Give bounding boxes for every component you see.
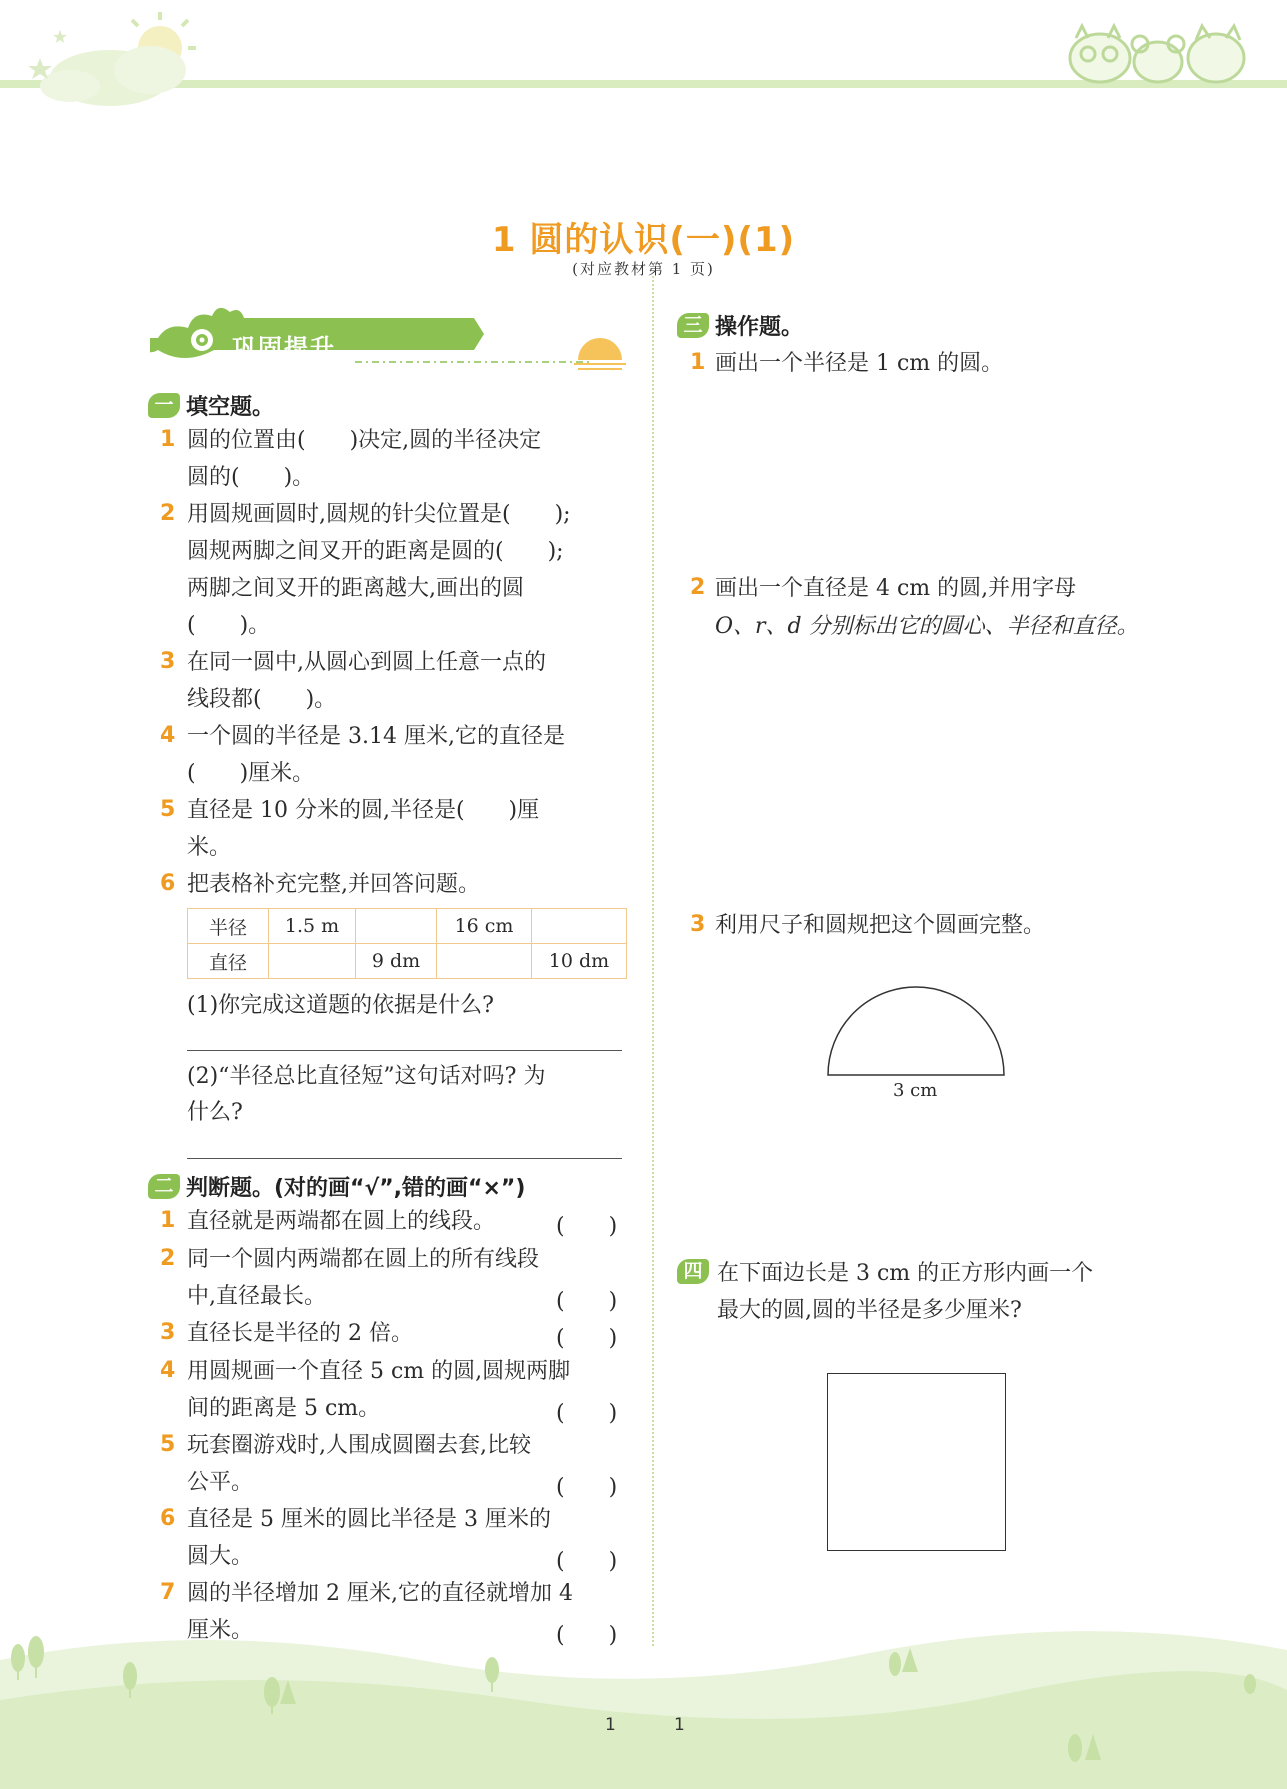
section-2-title: 判断题。(对的画“√”,错的画“×”)	[186, 1176, 526, 1201]
judge-q6-number: 6	[160, 1506, 176, 1531]
judge-q4-answer[interactable]: ( )	[556, 1401, 618, 1426]
ops-q3-line1: 利用尺子和圆规把这个圆画完整。	[715, 913, 1046, 938]
judge-q3-line1: 直径长是半径的 2 倍。	[187, 1321, 413, 1346]
table-cell[interactable]	[532, 909, 627, 944]
fill-q6-sub2-line1: (2)“半径总比直径短”这句话对吗? 为	[187, 1064, 546, 1089]
fill-q4-line1: 一个圆的半径是 3.14 厘米,它的直径是	[187, 724, 565, 749]
animal-characters-icon	[1070, 26, 1244, 82]
square-figure[interactable]	[827, 1373, 1006, 1551]
section-3-title: 操作题。	[715, 315, 804, 340]
judge-q5-line2: 公平。	[187, 1470, 254, 1495]
fill-q6-sub1: (1)你完成这道题的依据是什么?	[187, 993, 494, 1018]
fill-q6-number: 6	[160, 871, 176, 896]
page-number-left: 1	[605, 1715, 616, 1735]
page-title: 1 圆的认识(一)(1)	[491, 220, 796, 260]
judge-q2-line1: 同一个圆内两端都在圆上的所有线段	[187, 1247, 540, 1272]
fill-q2-line3: 两脚之间叉开的距离越大,画出的圆	[187, 576, 524, 601]
table-cell: 9 dm	[356, 944, 437, 979]
fill-q5-line1: 直径是 10 分米的圆,半径是( )厘	[187, 798, 540, 823]
section-1-badge: 一	[148, 393, 180, 418]
ops-q2-line1: 画出一个直径是 4 cm 的圆,并用字母	[715, 576, 1077, 601]
semicircle-label: 3 cm	[893, 1080, 938, 1101]
ops-q1-number: 1	[690, 350, 706, 375]
judge-q1-answer[interactable]: ( )	[556, 1214, 618, 1239]
judge-q7-line1: 圆的半径增加 2 厘米,它的直径就增加 4	[187, 1581, 573, 1606]
fill-q4-number: 4	[160, 723, 176, 748]
judge-q7-answer[interactable]: ( )	[556, 1623, 618, 1648]
page-number-right: 1	[674, 1715, 685, 1735]
cloud-icon	[40, 46, 186, 106]
table-cell[interactable]	[437, 944, 532, 979]
judge-q6-line2: 圆大。	[187, 1544, 254, 1569]
fill-q3-line1: 在同一圆中,从圆心到圆上任意一点的	[187, 650, 546, 675]
section-banner	[150, 304, 630, 374]
fill-q3-number: 3	[160, 649, 176, 674]
judge-q3-answer[interactable]: ( )	[556, 1326, 618, 1351]
table-cell: 1.5 m	[269, 909, 356, 944]
fill-q2-number: 2	[160, 501, 176, 526]
section-3-header	[677, 310, 803, 341]
section-4-line2: 最大的圆,圆的半径是多少厘米?	[717, 1298, 1022, 1323]
column-divider	[652, 276, 654, 1646]
section-4-line1: 在下面边长是 3 cm 的正方形内画一个	[717, 1261, 1094, 1286]
fill-q3-line2: 线段都( )。	[187, 687, 337, 712]
table-row-diameter	[188, 944, 627, 979]
judge-q4-line1: 用圆规画一个直径 5 cm 的圆,圆规两脚	[187, 1359, 571, 1384]
ops-q3-number: 3	[690, 912, 706, 937]
fill-q5-line2: 米。	[187, 835, 232, 860]
fill-q2-line2: 圆规两脚之间叉开的距离是圆的( );	[187, 539, 564, 564]
judge-q6-line1: 直径是 5 厘米的圆比半径是 3 厘米的	[187, 1507, 551, 1532]
judge-q2-number: 2	[160, 1246, 176, 1271]
setting-sun-icon	[574, 338, 626, 369]
ops-q1-line1: 画出一个半径是 1 cm 的圆。	[715, 351, 1004, 376]
judge-q5-line1: 玩套圈游戏时,人围成圆圈去套,比较	[187, 1433, 531, 1458]
table-cell: 16 cm	[437, 909, 532, 944]
page-subtitle: (对应教材第 1 页)	[572, 260, 715, 278]
fill-q2-line1: 用圆规画圆时,圆规的针尖位置是( );	[187, 502, 571, 527]
radius-diameter-table	[187, 908, 627, 979]
section-4-header	[677, 1259, 709, 1284]
answer-line-1[interactable]	[187, 1050, 622, 1051]
judge-q2-answer[interactable]: ( )	[556, 1289, 618, 1314]
judge-q6-answer[interactable]: ( )	[556, 1549, 618, 1574]
table-cell[interactable]	[356, 909, 437, 944]
section-2-badge: 二	[148, 1174, 180, 1199]
answer-line-2[interactable]	[187, 1158, 622, 1159]
ops-q2-line2: O、r、d 分别标出它的圆心、半径和直径。	[715, 614, 1139, 639]
judge-q4-number: 4	[160, 1358, 176, 1383]
semicircle-figure[interactable]	[820, 980, 1020, 1080]
table-cell: 10 dm	[532, 944, 627, 979]
judge-q1-line1: 直径就是两端都在圆上的线段。	[187, 1209, 496, 1234]
table-cell: 直径	[188, 944, 269, 979]
banner-label: 巩固提升	[232, 334, 336, 362]
fill-q1-line1: 圆的位置由( )决定,圆的半径决定	[187, 428, 542, 453]
section-4-badge: 四	[677, 1259, 709, 1284]
judge-q4-line2: 间的距离是 5 cm。	[187, 1396, 381, 1421]
fill-q6-sub2-line2: 什么?	[187, 1100, 243, 1125]
fill-q5-number: 5	[160, 797, 176, 822]
judge-q2-line2: 中,直径最长。	[187, 1284, 326, 1309]
table-row-radius	[188, 909, 627, 944]
footer-decoration	[0, 1600, 1287, 1789]
judge-q5-number: 5	[160, 1432, 176, 1457]
fill-q4-line2: ( )厘米。	[187, 761, 315, 786]
section-1-header	[148, 390, 274, 421]
fill-q1-number: 1	[160, 427, 176, 452]
judge-q1-number: 1	[160, 1208, 176, 1233]
judge-q5-answer[interactable]: ( )	[556, 1475, 618, 1500]
header-decoration	[0, 0, 1287, 110]
table-cell: 半径	[188, 909, 269, 944]
section-1-title: 填空题。	[186, 395, 275, 420]
table-cell[interactable]	[269, 944, 356, 979]
section-3-badge: 三	[677, 313, 709, 338]
judge-q7-number: 7	[160, 1580, 176, 1605]
judge-q3-number: 3	[160, 1320, 176, 1345]
fill-q6-line1: 把表格补充完整,并回答问题。	[187, 872, 480, 897]
judge-q7-line2: 厘米。	[187, 1618, 254, 1643]
ops-q2-number: 2	[690, 575, 706, 600]
fill-q1-line2: 圆的( )。	[187, 465, 315, 490]
section-2-header	[148, 1171, 525, 1202]
fill-q2-line4: ( )。	[187, 613, 271, 638]
